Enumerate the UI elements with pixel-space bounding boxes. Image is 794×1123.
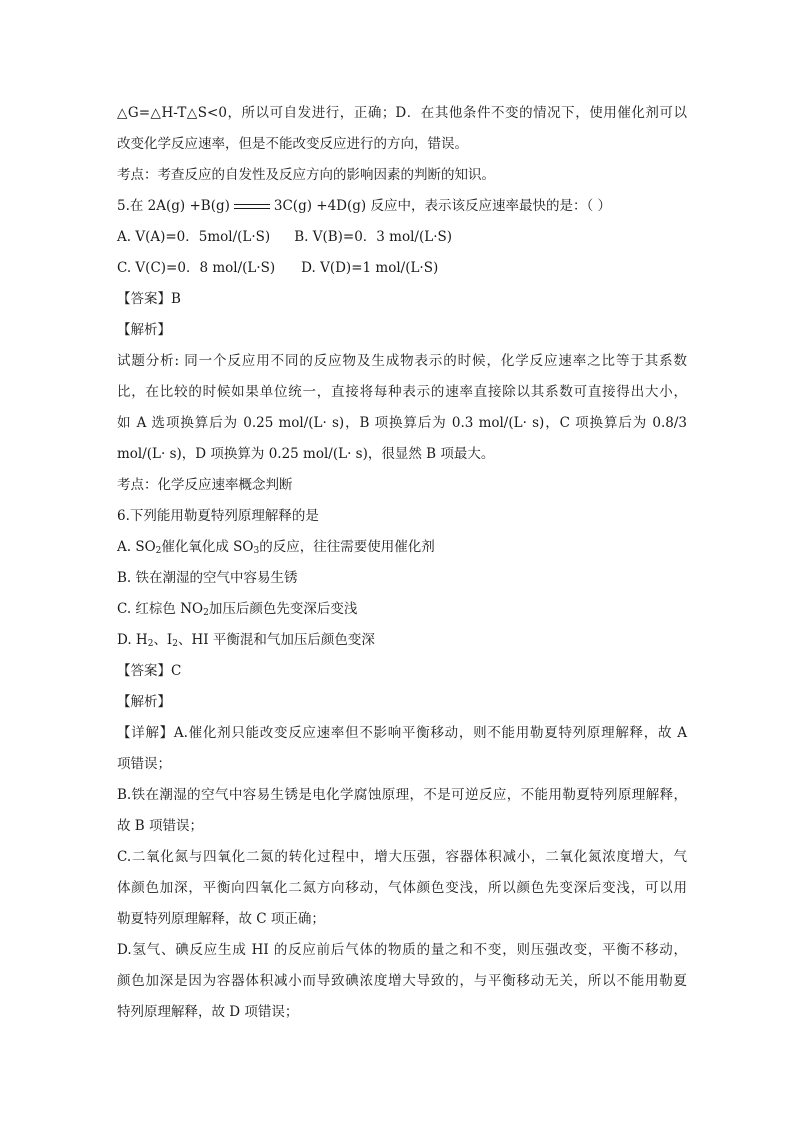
option-b: B. 铁在潮湿的空气中容易生锈 [117, 570, 298, 586]
option-text: A. SO [117, 539, 156, 555]
detail-line: C.二氧化氮与四氧化二氮的转化过程中，增大压强，容器体积减小，二氧化氮浓度增大，气 [117, 849, 687, 865]
analysis-heading: 【解析】 [117, 322, 171, 338]
analysis-heading: 【解析】 [117, 694, 171, 710]
option-text: D. H [117, 632, 148, 648]
options-row [117, 228, 687, 246]
detail-line: 颜色加深是因为容器体积减小而导致碘浓度增大导致的，与平衡移动无关，所以不能用勒夏 [117, 973, 687, 989]
option-d: D. V(D)=1 mol/(L·S) [301, 260, 439, 276]
detail-line: 体颜色加深，平衡向四氧化二氮方向移动，气体颜色变浅，所以颜色先变深后变浅，可以用 [117, 880, 687, 896]
detail-line: 故 B 项错误； [117, 818, 204, 834]
option-text: 的反应，往往需要使用催化剂 [259, 539, 435, 555]
detail-line: 勒夏特列原理解释，故 C 项正确； [117, 911, 325, 927]
option-text: 、HI 平衡混和气加压后颜色变深 [178, 632, 375, 648]
kaodian-line: 考点：考查反应的自发性及反应方向的影响因素的判断的知识。 [117, 167, 495, 183]
option-c [117, 600, 687, 618]
option-text: C. 红棕色 NO [117, 601, 204, 617]
text-line: 改变化学反应速率，但是不能改变反应进行的方向，错误。 [117, 136, 468, 152]
question-6-stem: 6.下列能用勒夏特列原理解释的是 [117, 508, 319, 524]
kaodian-line: 考点：化学反应速率概念判断 [117, 477, 293, 493]
option-a [117, 538, 687, 556]
equilibrium-arrow-icon [232, 202, 272, 212]
detail-line: 特列原理解释，故 D 项错误； [117, 1004, 299, 1020]
option-text: 、I [153, 632, 173, 648]
subscript: 2 [147, 639, 154, 649]
text-line: △G=△H-T△S<0，所以可自发进行，正确；D．在其他条件不变的情况下，使用催化剂可以 [117, 105, 687, 121]
option-d [117, 631, 687, 649]
detail-line: 【详解】A.催化剂只能改变反应速率但不影响平衡移动，则不能用勒夏特列原理解释，故 A [117, 725, 687, 741]
option-text: 催化氧化成 SO [161, 539, 254, 555]
explanation-line: 比，在比较的时候如果单位统一，直接将每种表示的速率直接除以其系数可直接得出大小， [117, 384, 687, 400]
option-c: C. V(C)=0．8 mol/(L·S) [117, 260, 276, 276]
answer-label: 【答案】B [117, 291, 181, 307]
option-text: 加压后颜色先变深后变浅 [208, 601, 358, 617]
question-5-stem [117, 197, 687, 215]
subscript: 2 [203, 608, 209, 618]
detail-line: B.铁在潮湿的空气中容易生锈是电化学腐蚀原理，不是可逆反应，不能用勒夏特列原理解释， [117, 787, 687, 803]
explanation-line: 如 A 选项换算后为 0.25 mol/(L· s)，B 项换算后为 0.3 mol/(L· s)，C 项换算后为 0.8/3 [117, 415, 687, 431]
subscript: 2 [155, 546, 162, 556]
stem-part: 5.在 2A(g) +B(g) [117, 198, 230, 214]
explanation-line: 试题分析: 同一个反应用不同的反应物及生成物表示的时候，化学反应速率之比等于其系数 [117, 353, 687, 369]
options-row [117, 259, 687, 277]
explanation-line: mol/(L· s)，D 项换算为 0.25 mol/(L· s)，很显然 B 项最大。 [117, 446, 495, 462]
option-b: B. V(B)=0．3 mol/(L·S) [294, 229, 453, 245]
detail-line: 项错误； [117, 756, 171, 772]
detail-line: D.氢气、碘反应生成 HI 的反应前后气体的物质的量之和不变，则压强改变，平衡不移动， [117, 942, 687, 958]
subscript: 2 [172, 639, 179, 649]
subscript: 3 [253, 546, 260, 556]
stem-part: 3C(g) +4D(g) 反应中，表示该反应速率最快的是：（ ） [273, 198, 612, 214]
option-a: A. V(A)=0．5mol/(L·S) [117, 229, 271, 245]
answer-label: 【答案】C [117, 663, 182, 679]
